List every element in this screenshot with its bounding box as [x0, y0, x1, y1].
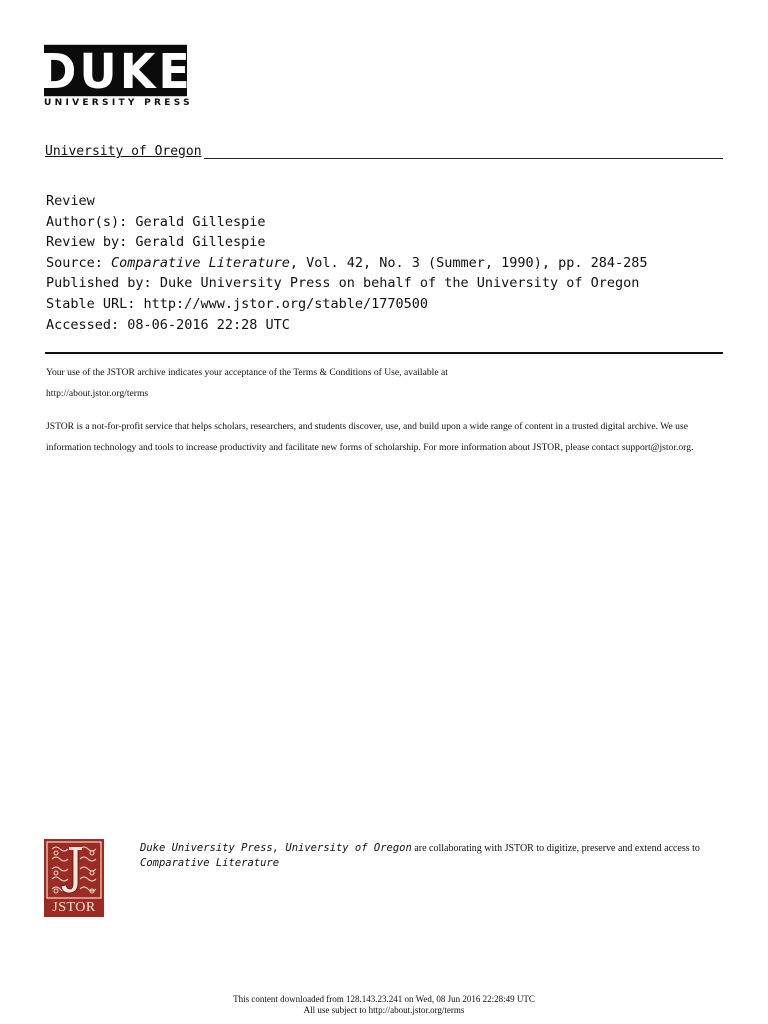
stable-url-link[interactable]: http://www.jstor.org/stable/1770500 — [143, 295, 429, 312]
download-footer — [0, 994, 768, 1016]
jstor-description: JSTOR is a not-for-profit service that helps scholars, researchers, and students discover, use, and build upon a wide range of content in a trusted digital archive. We use information technology and tools to increase productivity and facilitate new forms of scholarship. For more information about JSTOR, please contact support@jstor.org. — [46, 421, 694, 453]
published-value: Duke University Press on behalf of the University of Oregon — [159, 275, 640, 292]
authors-label: Author(s): — [46, 213, 128, 230]
terms-notice — [46, 362, 726, 458]
citation-metadata — [46, 191, 726, 335]
source-label: Source: — [46, 254, 103, 271]
published-label: Published by: — [46, 275, 152, 292]
accessed-line — [46, 315, 726, 336]
accessed-label: Accessed: — [46, 316, 120, 333]
divider — [45, 352, 723, 354]
jstor-logo-text: JSTOR — [52, 900, 96, 915]
review-by-label: Review by: — [46, 234, 128, 251]
source-journal: Comparative Literature — [111, 254, 290, 271]
logo-wordmark: DUKE — [38, 42, 193, 99]
item-type: Review — [46, 193, 95, 209]
organization-row — [45, 142, 723, 159]
source-details: , Vol. 42, No. 3 (Summer, 1990), pp. 284-285 — [289, 254, 648, 271]
stable-url-line — [46, 294, 726, 315]
stable-url-label: Stable URL: — [46, 295, 136, 312]
terms-line: Your use of the JSTOR archive indicates your acceptance of the Terms & Conditions of Use, available at — [46, 367, 448, 378]
terms-url-link[interactable]: http://about.jstor.org/terms — [46, 388, 149, 399]
accessed-value: 08-06-2016 22:28 UTC — [127, 316, 290, 333]
duke-university-press-logo — [38, 42, 193, 112]
review-by-value: Gerald Gillespie — [135, 234, 266, 251]
organization-name: University of Oregon — [45, 144, 202, 159]
source-line — [46, 253, 726, 274]
review-by-line — [46, 232, 726, 253]
collab-text: are collaborating with JSTOR to digitize, preserve and extend access to — [411, 843, 700, 854]
authors-line — [46, 212, 726, 233]
jstor-logo — [44, 839, 104, 917]
authors-value: Gerald Gillespie — [135, 213, 266, 230]
collaboration-statement — [140, 841, 740, 871]
footer-terms: All use subject to http://about.jstor.org/terms — [303, 1005, 465, 1015]
published-by-line — [46, 273, 726, 294]
footer-download-info: This content downloaded from 128.143.23.241 on Wed, 08 Jun 2016 22:28:49 UTC — [233, 994, 535, 1004]
collab-journal: Comparative Literature — [140, 857, 280, 869]
logo-subline: UNIVERSITY PRESS — [44, 98, 193, 108]
collab-partners: Duke University Press, University of Oregon — [140, 842, 412, 854]
